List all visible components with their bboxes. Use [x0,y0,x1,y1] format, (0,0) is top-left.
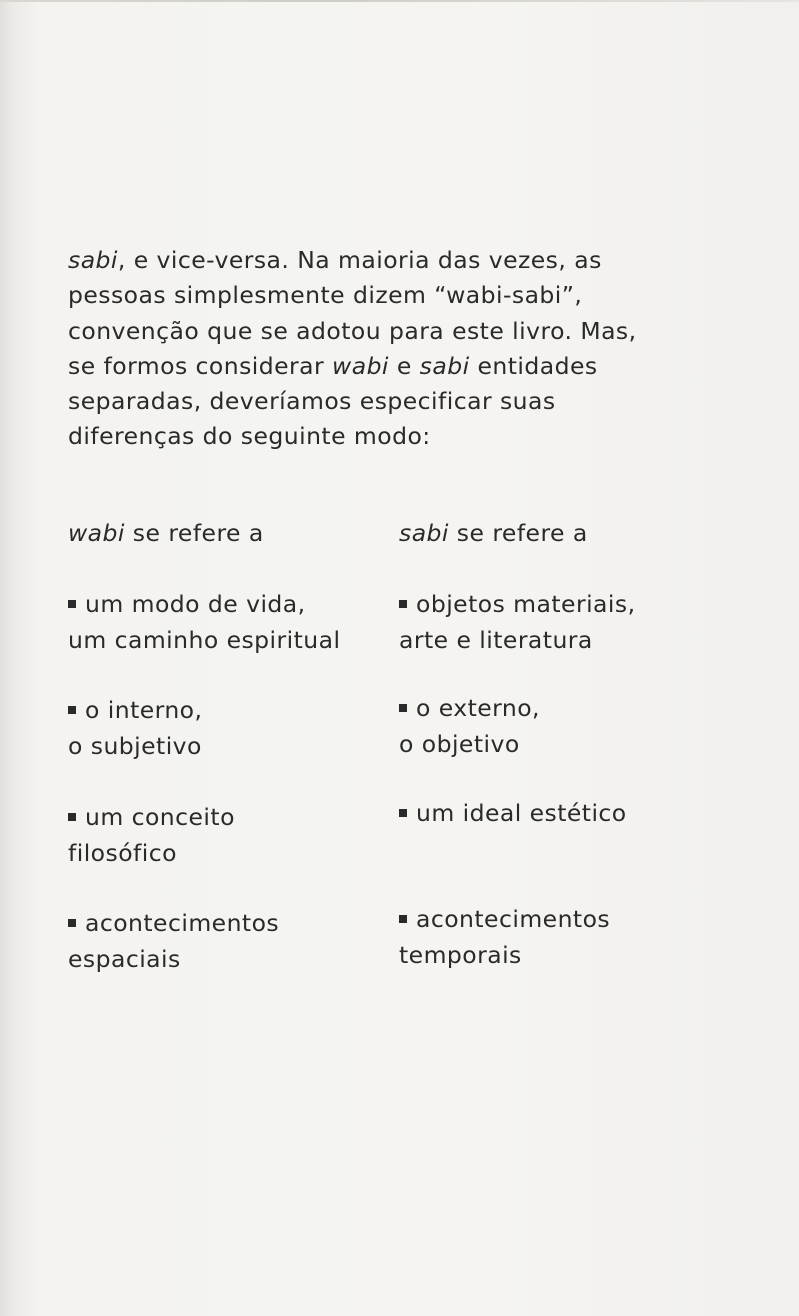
square-bullet-icon [68,706,76,714]
wabi-item: um conceito filosófico [68,803,235,867]
sabi-heading: sabi se refere a [399,519,588,547]
square-bullet-icon [399,809,407,817]
sabi-item: acontecimentos temporais [399,905,611,969]
page-top-edge [0,0,799,2]
intro-line: diferenças do seguinte modo: [68,422,431,451]
intro-line: pessoas simplesmente dizem “wabi-sabi”, [68,281,583,310]
sabi-item: um ideal estético [399,796,627,832]
wabi-column [68,516,378,973]
wabi-item: acontecimentos espaciais [68,909,280,973]
intro-paragraph [68,243,768,455]
square-bullet-icon [399,600,407,608]
intro-line: convenção que se adotou para este livro. Mas, [68,316,637,345]
square-bullet-icon [68,919,76,927]
wabi-item: o interno, o subjetivo [68,696,203,760]
square-bullet-icon [399,915,407,923]
square-bullet-icon [399,704,407,712]
intro-line: separadas, deveríamos especificar suas [68,387,556,416]
intro-line: se formos considerar wabi e sabi entidades [68,351,598,380]
sabi-item: objetos materiais, arte e literatura [399,590,636,654]
sabi-item: o externo, o objetivo [399,694,540,758]
sabi-column [399,516,759,969]
square-bullet-icon [68,600,76,608]
square-bullet-icon [68,813,76,821]
wabi-item: um modo de vida, um caminho espiritual [68,590,341,654]
wabi-heading: wabi se refere a [68,519,264,547]
intro-line: sabi, e vice-versa. Na maioria das vezes, as [68,246,602,274]
